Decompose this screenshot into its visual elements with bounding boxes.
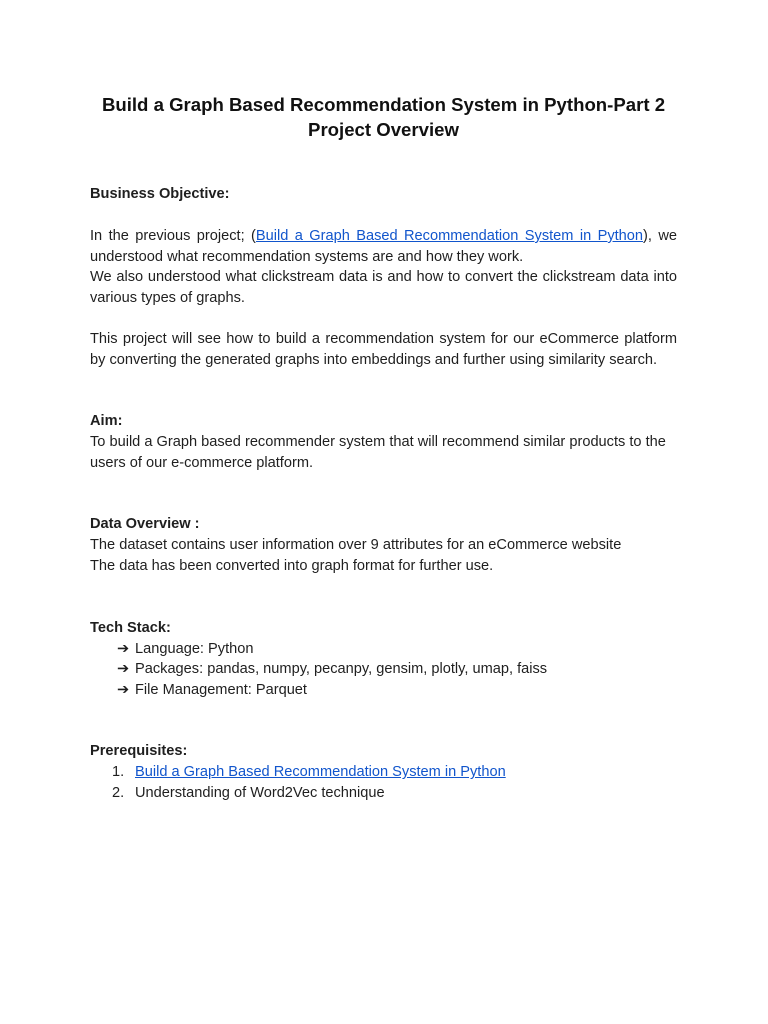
prerequisite-word2vec: Understanding of Word2Vec technique [135, 784, 385, 801]
business-objective-heading: Business Objective: [90, 186, 230, 202]
arrow-icon: ➔ [117, 661, 130, 678]
list-item [117, 659, 677, 680]
document-title [90, 92, 677, 142]
document-page [90, 92, 677, 804]
data-overview-heading: Data Overview : [90, 516, 200, 533]
data-overview-line-1: The dataset contains user information over 9 attributes for an eCommerce website [90, 537, 622, 554]
list-item [90, 783, 677, 804]
business-objective-paragraph-1 [90, 226, 677, 267]
business-objective-text-prefix: In the previous project; ( [90, 228, 256, 244]
tech-stack-item-file-management: File Management: Parquet [135, 681, 307, 698]
title-line-2: Project Overview [308, 119, 459, 140]
aim-heading: Aim: [90, 413, 123, 430]
prerequisites-list [90, 762, 677, 803]
previous-project-link[interactable]: Build a Graph Based Recommendation System in Python [255, 228, 644, 244]
data-overview-line-2: The data has been converted into graph format for further use. [90, 557, 494, 574]
list-number: 1. [112, 764, 125, 781]
arrow-icon: ➔ [117, 681, 130, 698]
arrow-icon: ➔ [117, 640, 130, 657]
aim-text: To build a Graph based recommender system that will recommend similar products to the users of our e-commerce platform. [90, 434, 666, 471]
tech-stack-item-packages: Packages: pandas, numpy, pecanpy, gensim, plotly, umap, faiss [135, 661, 548, 678]
prerequisites-heading: Prerequisites: [90, 743, 188, 760]
list-item [117, 680, 677, 701]
business-objective-text-suffix: ), we understood what recommendation systems are and how they work. [90, 228, 677, 265]
title-line-1: Build a Graph Based Recommendation System in Python-Part 2 [101, 94, 666, 115]
list-item [117, 639, 677, 660]
tech-stack-list [90, 639, 677, 701]
list-item [90, 762, 677, 783]
prerequisite-project-link[interactable]: Build a Graph Based Recommendation System in Python [135, 764, 506, 781]
list-number: 2. [112, 784, 125, 801]
business-objective-paragraph-2: This project will see how to build a recommendation system for our eCommerce platform by converting the generated graphs into embeddings and further using similarity search. [90, 330, 677, 368]
tech-stack-heading: Tech Stack: [90, 619, 171, 636]
tech-stack-item-language: Language: Python [135, 640, 254, 657]
business-objective-paragraph-1b: We also understood what clickstream data is and how to convert the clickstream data into various types of graphs. [90, 269, 677, 306]
